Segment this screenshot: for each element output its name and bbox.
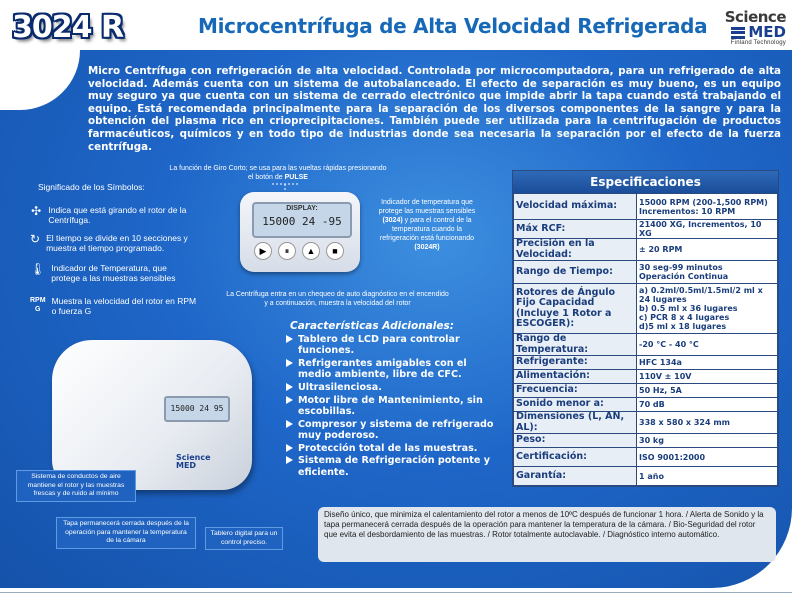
- logo-row: [706, 25, 786, 40]
- features-list: [284, 334, 494, 479]
- spec-value-line: a) 0.2ml/0.5ml/1.5ml/2 ml x 24 lugares: [639, 286, 763, 304]
- specifications-table: [512, 170, 779, 487]
- spec-label: Frecuencia:: [514, 384, 637, 398]
- centrifuge-image: [52, 340, 252, 490]
- lid-callout: Tapa permanecerá cerrada después de la operación para mantener la temperatura de la cámara: [56, 517, 196, 549]
- cycle-icon: ↻: [30, 232, 41, 246]
- spec-value: [637, 412, 778, 434]
- logo-text-bottom: MED: [748, 23, 786, 41]
- spec-row: [514, 398, 778, 412]
- spec-row: [514, 334, 778, 356]
- spec-value-line: ISO 9001:2000: [639, 452, 706, 462]
- spec-value-line: d)5 ml x 18 lugares: [639, 322, 727, 331]
- temp-note-d: (3024R): [414, 244, 440, 251]
- spec-value: [637, 239, 778, 261]
- pulse-note: [168, 164, 388, 182]
- symbol-text: Indica que está girando el rotor de la Centrífuga.: [48, 205, 187, 225]
- pulse-note-text: La función de Giro Corto; se usa para las vueltas rápidas presionando el botón de: [169, 165, 387, 181]
- feature-item: Sistema de Refrigeración potente y eficiente.: [284, 455, 494, 478]
- spec-row: [514, 448, 778, 467]
- spec-row: [514, 384, 778, 398]
- logo-subtitle: Finland Technology: [730, 40, 786, 46]
- spec-value: [637, 334, 778, 356]
- device-button-icon: ▶: [254, 242, 272, 260]
- spec-value: [637, 370, 778, 384]
- symbol-row-fan: [30, 205, 190, 225]
- spec-label: Garantía:: [514, 467, 637, 486]
- lcd-display: [252, 202, 352, 238]
- feature-item: Refrigerantes amigables con el medio ambiente, libre de CFC.: [284, 358, 494, 381]
- spec-row: [514, 467, 778, 486]
- spec-label: Sonido menor a:: [514, 398, 637, 412]
- spec-value: [637, 434, 778, 448]
- spec-value-line: c) PCR 8 x 4 lugares: [639, 313, 730, 322]
- spec-value-line: 30 seg-99 minutos: [639, 263, 723, 272]
- device-button-icon: ⏸: [278, 242, 296, 260]
- lcd-label: DISPLAY:: [286, 205, 318, 212]
- spec-value-line: HFC 134a: [639, 358, 682, 367]
- spec-label: Máx RCF:: [514, 220, 637, 239]
- feature-item: Protección total de las muestras.: [284, 443, 494, 454]
- symbol-row-thermometer: [30, 263, 195, 283]
- specs-grid: [513, 193, 778, 486]
- spec-row: [514, 434, 778, 448]
- spec-value-line: 70 dB: [639, 400, 665, 409]
- spec-label: Rango de Tiempo:: [514, 261, 637, 284]
- spec-value-line: Operación Continua: [639, 272, 729, 281]
- specs-title: Especificaciones: [513, 171, 778, 193]
- logo-bars-icon: [731, 27, 745, 39]
- symbols-title: Significado de los Símbolos:: [38, 182, 145, 192]
- design-note: Diseño único, que minimiza el calentamiento del rotor a menos de 10ºC después de funcionar 1 hora. / Alerta de Sonido y la tapa permanecerá cerrada después de la operación para mantener la temperatura de la cámara. / Bio-Seguridad del rotor que evita el desbordamiento de las muestras. / Rotor totalmente autoclavable. / Diagnóstico interno automático.: [318, 507, 776, 562]
- feature-item: Compresor y sistema de refrigerado muy poderoso.: [284, 419, 494, 442]
- spec-value: [637, 261, 778, 284]
- spec-value-line: 338 x 580 x 324 mm: [639, 418, 731, 427]
- spec-label: Refrigerante:: [514, 356, 637, 370]
- spec-value: [637, 284, 778, 334]
- spec-label: Rango de Temperatura:: [514, 334, 637, 356]
- footer-divider: [0, 592, 792, 593]
- symbol-text: Muestra la velocidad del rotor en RPM o fuerza G: [51, 296, 197, 316]
- feature-item: Ultrasilenciosa.: [284, 382, 494, 393]
- spec-value-line: b) 0.5 ml x 36 lugares: [639, 304, 738, 313]
- control-panel-image: [240, 192, 360, 272]
- spec-value-line: 15000 RPM (200-1,500 RPM): [639, 197, 768, 207]
- page-title: Microcentrífuga de Alta Velocidad Refrigerada: [198, 14, 708, 38]
- device-button-icon: ■: [326, 242, 344, 260]
- rpm-label: RPM: [30, 297, 46, 304]
- spec-value-line: 1 año: [639, 471, 664, 481]
- temp-note-c: y para el control de la temperatura cuando la refrigeración está funcionando: [379, 217, 475, 242]
- spec-label: Alimentación:: [514, 370, 637, 384]
- symbol-text: Indicador de Temperatura, que protege a las muestras sensibles: [51, 263, 176, 283]
- spec-value: [637, 448, 778, 467]
- intro-paragraph: [6, 65, 781, 153]
- spec-value-line: 30 kg: [639, 436, 664, 445]
- symbol-text: El tiempo se divide en 10 secciones y muestra el tiempo programado.: [46, 233, 188, 253]
- spec-label: Precisión en la Velocidad:: [514, 239, 637, 261]
- lcd-value: 15000 24 -95: [262, 215, 342, 228]
- machine-brand: [176, 454, 211, 470]
- model-number: 3024 R: [12, 10, 124, 45]
- spec-value: [637, 398, 778, 412]
- rpm-icon: [30, 296, 46, 314]
- symbol-row-rpm: [30, 296, 200, 316]
- spec-row: [514, 284, 778, 334]
- features-title: Características Adicionales:: [290, 320, 454, 332]
- spec-label: Rotores de Ángulo Fijo Capacidad (Incluye 1 Rotor a ESCOGER):: [514, 284, 637, 334]
- spec-value: [637, 384, 778, 398]
- logo-text-top: Science: [724, 8, 786, 26]
- spec-value: [637, 220, 778, 239]
- intro-text: Micro Centrífuga con refrigeración de alta velocidad. Controlada por microcomputadora, para un refrigerado de alta velocidad. Además cuenta con un sistema de autobalanceado. El efecto de separación es muy bueno, es un equipo muy seguro ya que cuenta con un sistema de cerrado electrónico que impide abrir la tapa cuando está trabajando el equipo. Está recomendada principalmente para la separación de los diversos componentes de la sangre y para la obtención del plasma rico en crioprecipitaciones. También puede ser utilizada para la centrifugación de productos farmacéuticos, químicos y en todo tipo de industrias donde sea necesaria la separación por el efecto de la fuerza centrífuga.: [88, 65, 781, 153]
- auto-diagnostic-note: La Centrífuga entra en un chequeo de auto diagnóstico en el encendido y a continuación, muestra la velocidad del rotor: [226, 291, 449, 307]
- panel-callout: Tablero digital para un control preciso.: [205, 527, 283, 550]
- spec-value-line: 50 Hz, 5A: [639, 386, 682, 395]
- g-label: G: [35, 306, 41, 313]
- spec-row: [514, 194, 778, 220]
- spec-row: [514, 261, 778, 284]
- machine-brand-bottom: MED: [176, 461, 197, 470]
- device-button-icon: ▲: [302, 242, 320, 260]
- temp-note-b: (3024): [382, 217, 403, 224]
- spec-label: Velocidad máxima:: [514, 194, 637, 220]
- temp-note-a: Indicador de temperatura que protege las muestras sensibles: [378, 199, 476, 215]
- spec-row: [514, 220, 778, 239]
- brand-logo: [706, 10, 786, 46]
- spec-value-line: -20 °C - 40 °C: [639, 340, 699, 349]
- feature-item: Tablero de LCD para controlar funciones.: [284, 334, 494, 357]
- machine-lcd: 15000 24 95: [164, 396, 230, 422]
- symbol-row-cycle: [30, 233, 200, 253]
- spec-value-line: 110V ± 10V: [639, 372, 692, 381]
- spec-value: [637, 356, 778, 370]
- thermometer-icon: 🌡: [30, 262, 46, 276]
- pulse-note-bold: PULSE: [284, 174, 308, 181]
- machine-brand-top: Science: [176, 453, 211, 462]
- spec-value-line: ± 20 RPM: [639, 245, 683, 254]
- spec-row: [514, 356, 778, 370]
- spec-label: Certificación:: [514, 448, 637, 467]
- spec-label: Dimensiones (L, AN, AL):: [514, 412, 637, 434]
- spec-value-line: Incrementos: 10 RPM: [639, 206, 736, 216]
- spec-row: [514, 412, 778, 434]
- fan-icon: ✣: [31, 204, 42, 218]
- feature-item: Motor libre de Mantenimiento, sin escobillas.: [284, 395, 494, 418]
- temp-note: [372, 198, 482, 252]
- spec-value: [637, 194, 778, 220]
- air-callout: Sistema de conductos de aire mantiene el rotor y las muestras frescas y de ruido al mínimo: [16, 470, 136, 502]
- spec-row: [514, 239, 778, 261]
- spec-value-line: 21400 XG, Incrementos, 10 XG: [639, 220, 762, 238]
- spec-label: Peso:: [514, 434, 637, 448]
- spec-row: [514, 370, 778, 384]
- specs-body: [514, 194, 778, 486]
- spec-value: [637, 467, 778, 486]
